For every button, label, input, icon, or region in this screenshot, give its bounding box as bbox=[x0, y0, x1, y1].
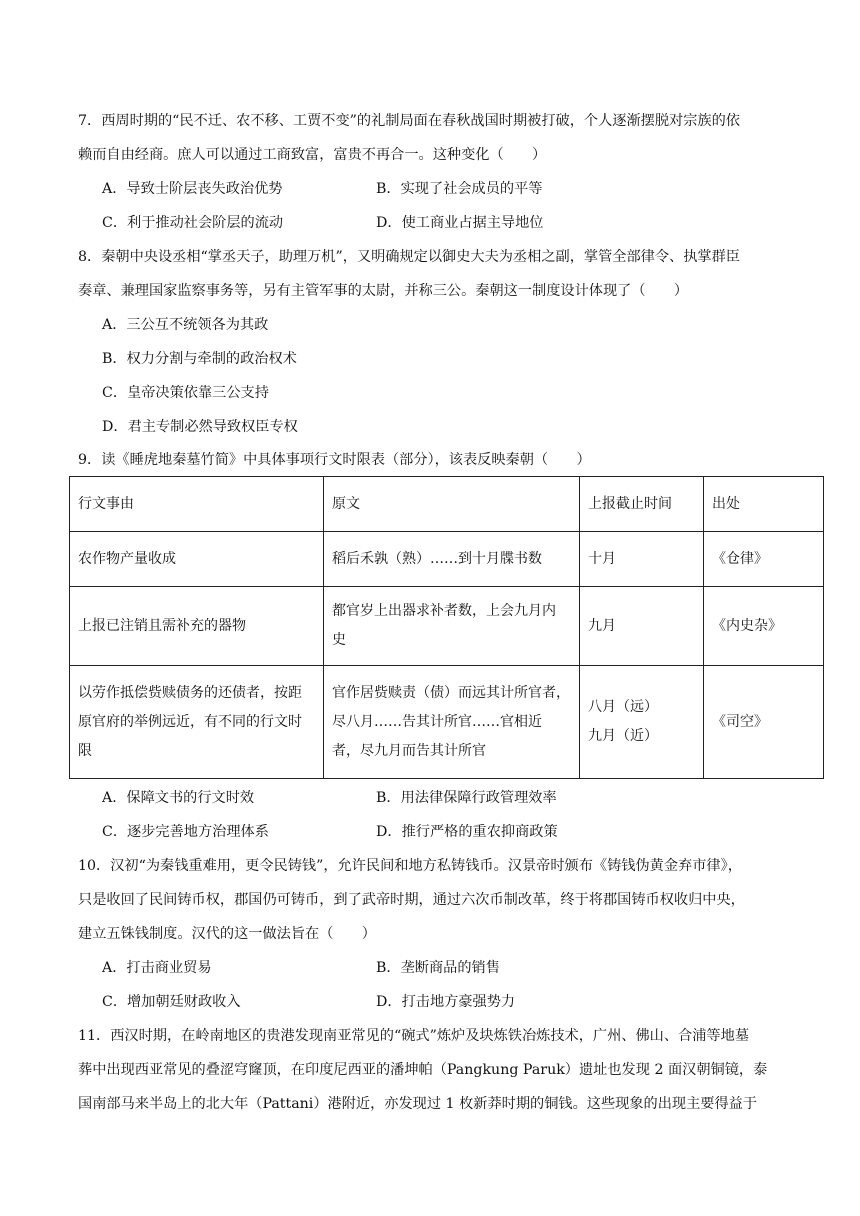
cell-line: 官作居赀赎责（债）而远其计所官者， bbox=[332, 684, 570, 701]
q7-option-c[interactable]: C．利于推动社会阶层的流动 bbox=[102, 215, 284, 231]
cell-line: 九月 bbox=[588, 617, 616, 634]
table-cell-deadline bbox=[580, 666, 704, 779]
q10-option-d[interactable]: D．打击地方豪强势力 bbox=[376, 994, 516, 1010]
q7-stem-line1: 7．西周时期的“民不迁、农不移、工贾不变”的礼制局面在春秋战国时期被打破，个人逐渐摆脱对宗族的依 bbox=[78, 113, 740, 129]
q11-stem-line2: 葬中出现西亚常见的叠涩穹窿顶，在印度尼西亚的潘坤帕（Pangkung Paruk）遗址也发现 2 面汉朝铜镜，泰 bbox=[78, 1062, 768, 1078]
q10-stem-line1: 10．汉初“为秦钱重难用，更令民铸钱”，允许民间和地方私铸钱币。汉景帝时颁布《铸钱伪黄金弃市律》， bbox=[78, 858, 742, 874]
table-row bbox=[70, 587, 824, 666]
q9-option-c[interactable]: C．逐步完善地方治理体系 bbox=[102, 824, 269, 840]
q11-stem-line3: 国南部马来半岛上的北大年（Pattani）港附近，亦发现过 1 枚新莽时期的铜钱。这些现象的出现主要得益于 bbox=[78, 1096, 758, 1112]
q8-stem-line2: 奏章、兼理国家监察事务等，另有主管军事的太尉，并称三公。秦朝这一制度设计体现了（ ） bbox=[78, 283, 689, 299]
table-header-source: 出处 bbox=[704, 477, 824, 532]
table-cell-source: 《内史杂》 bbox=[704, 587, 824, 666]
q9-option-d[interactable]: D．推行严格的重农抑商政策 bbox=[376, 824, 558, 840]
cell-line: 以劳作抵偿赀赎债务的还债者，按距 bbox=[78, 684, 302, 701]
table-cell-reason bbox=[70, 587, 324, 666]
cell-line: 上报已注销且需补充的器物 bbox=[78, 617, 246, 634]
cell-line: 十月 bbox=[588, 550, 616, 567]
table-header-text: 原文 bbox=[324, 477, 580, 532]
table-header-row bbox=[70, 477, 824, 532]
table-cell-source: 《司空》 bbox=[704, 666, 824, 779]
q10-option-c[interactable]: C．增加朝廷财政收入 bbox=[102, 994, 241, 1010]
table-cell-reason bbox=[70, 666, 324, 779]
q9-stem: 9．读《睡虎地秦墓竹简》中具体事项行文时限表（部分），该表反映秦朝（ ） bbox=[78, 452, 591, 468]
q9-option-a[interactable]: A．保障文书的行文时效 bbox=[102, 790, 255, 806]
q7-stem-line2: 赖而自由经商。庶人可以通过工商致富，富贵不再合一。这种变化（ ） bbox=[78, 147, 547, 163]
q10-option-b[interactable]: B．垄断商品的销售 bbox=[376, 960, 500, 976]
table-row bbox=[70, 666, 824, 779]
q8-stem-line1: 8．秦朝中央设丞相“掌丞天子，助理万机”，又明确规定以御史大夫为丞相之副，掌管全部律令、执掌群臣 bbox=[78, 249, 740, 265]
q7-option-b[interactable]: B．实现了社会成员的平等 bbox=[376, 181, 543, 197]
q7-option-a[interactable]: A．导致士阶层丧失政治优势 bbox=[102, 181, 283, 197]
table-cell-deadline bbox=[580, 532, 704, 587]
q10-stem-line3: 建立五铢钱制度。汉代的这一做法旨在（ ） bbox=[78, 926, 376, 942]
table-cell-reason bbox=[70, 532, 324, 587]
table-header-reason: 行文事由 bbox=[70, 477, 324, 532]
cell-line: 尽八月……告其计所官……官相近 bbox=[332, 713, 542, 730]
q8-option-a[interactable]: A．三公互不统领各为其政 bbox=[102, 317, 269, 333]
cell-line: 限 bbox=[78, 742, 92, 759]
cell-line: 稻后禾孰（熟）……到十月牒书数 bbox=[332, 550, 542, 567]
cell-line: 都官岁上出器求补者数，上会九月内 bbox=[332, 603, 556, 619]
cell-line: 史 bbox=[332, 632, 346, 648]
q9-option-b[interactable]: B．用法律保障行政管理效率 bbox=[376, 790, 557, 806]
cell-line: 八月（远） bbox=[588, 699, 658, 715]
q8-option-b[interactable]: B．权力分割与牵制的政治权术 bbox=[102, 351, 297, 367]
cell-line: 者，尽九月而告其计所官 bbox=[332, 742, 486, 759]
table-header-deadline: 上报截止时间 bbox=[580, 477, 704, 532]
cell-line: 农作物产量收成 bbox=[78, 550, 176, 567]
q9-table bbox=[69, 476, 824, 779]
table-cell-source: 《仓律》 bbox=[704, 532, 824, 587]
cell-line: 九月（近） bbox=[588, 728, 658, 744]
q8-option-d[interactable]: D．君主专制必然导致权臣专权 bbox=[102, 419, 298, 435]
q8-option-c[interactable]: C．皇帝决策依靠三公支持 bbox=[102, 385, 269, 401]
table-cell-text bbox=[324, 587, 580, 666]
q11-stem-line1: 11．西汉时期，在岭南地区的贵港发现南亚常见的“碗式”炼炉及块炼铁冶炼技术，广州、佛山、合浦等地墓 bbox=[78, 1028, 750, 1044]
q10-stem-line2: 只是收回了民间铸币权，郡国仍可铸币，到了武帝时期，通过六次币制改革，终于将郡国铸币权收归中央， bbox=[78, 892, 745, 908]
table-cell-text bbox=[324, 666, 580, 779]
table-row bbox=[70, 532, 824, 587]
q10-option-a[interactable]: A．打击商业贸易 bbox=[102, 960, 212, 976]
table-cell-text bbox=[324, 532, 580, 587]
cell-line: 原官府的举例远近，有不同的行文时 bbox=[78, 713, 302, 730]
q7-option-d[interactable]: D．使工商业占据主导地位 bbox=[376, 215, 544, 231]
table-cell-deadline bbox=[580, 587, 704, 666]
